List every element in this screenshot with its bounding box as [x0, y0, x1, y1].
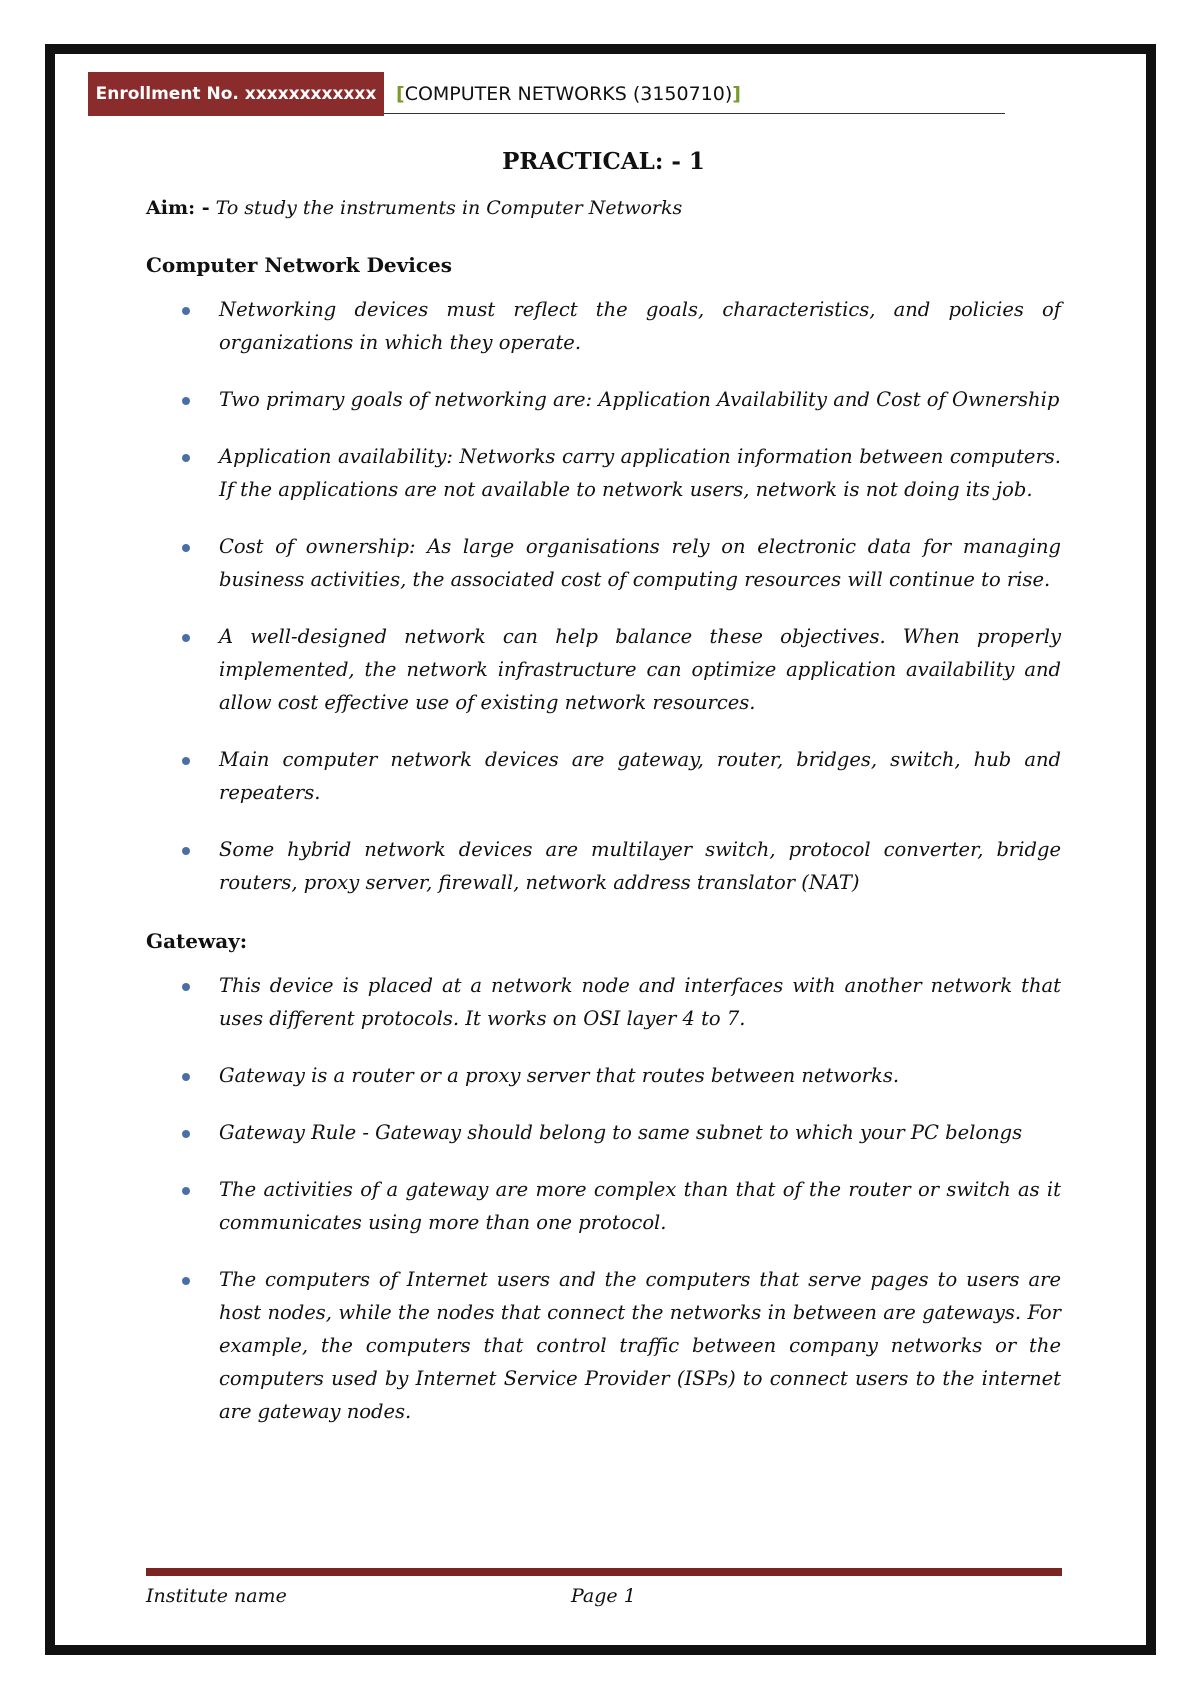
list-item: [146, 440, 1061, 506]
section-heading-gateway: Gateway:: [146, 929, 248, 953]
bullet-icon: [182, 544, 190, 552]
list-item: [146, 1263, 1061, 1428]
footer-rule: [146, 1568, 1062, 1576]
footer-institute: Institute name: [146, 1585, 287, 1607]
list-item: [146, 530, 1061, 596]
list-item-text: A well-designed network can help balance these objectives. When properly implemented, the network infrastructure can optimize application availability and allow cost effective use of existing network resources.: [219, 625, 1061, 714]
list-item: [146, 383, 1061, 416]
bullet-icon: [182, 1187, 190, 1195]
practical-title: PRACTICAL: - 1: [502, 148, 705, 175]
course-bracket-close: ]: [732, 83, 741, 105]
enrollment-badge: Enrollment No. xxxxxxxxxxxx: [88, 72, 384, 116]
bullet-icon: [182, 757, 190, 765]
bullet-icon: [182, 397, 190, 405]
bullet-icon: [182, 307, 190, 315]
aim-text: To study the instruments in Computer Networks: [215, 197, 683, 219]
list-item-text: Gateway is a router or a proxy server that routes between networks.: [219, 1064, 900, 1087]
list-item-text: Application availability: Networks carry application information between computers. If the applications are not available to network users, network is not doing its job.: [219, 445, 1061, 501]
page-header: [88, 72, 1005, 116]
bullet-icon: [182, 1277, 190, 1285]
list-item-text: This device is placed at a network node and interfaces with another network that uses different protocols. It works on OSI layer 4 to 7.: [219, 974, 1061, 1030]
course-title-text: COMPUTER NETWORKS (3150710): [404, 83, 733, 105]
bullet-icon: [182, 847, 190, 855]
bullet-icon: [182, 1073, 190, 1081]
devices-list: [146, 293, 1061, 899]
list-item: [146, 833, 1061, 899]
list-item-text: Some hybrid network devices are multilayer switch, protocol converter, bridge routers, proxy server, firewall, network address translator (NAT): [219, 838, 1061, 894]
list-item-text: Gateway Rule - Gateway should belong to same subnet to which your PC belongs: [219, 1121, 1023, 1144]
header-rule: [384, 113, 1005, 114]
list-item: [146, 743, 1061, 809]
list-item-text: Networking devices must reflect the goals, characteristics, and policies of organizations in which they operate.: [219, 298, 1061, 354]
course-title: [396, 72, 741, 116]
bullet-icon: [182, 1130, 190, 1138]
list-item: [146, 293, 1061, 359]
list-item-text: Two primary goals of networking are: Application Availability and Cost of Ownership: [219, 388, 1060, 411]
gateway-list: [146, 969, 1061, 1428]
list-item: [146, 969, 1061, 1035]
bullet-icon: [182, 634, 190, 642]
bullet-icon: [182, 454, 190, 462]
list-item-text: Main computer network devices are gateway, router, bridges, switch, hub and repeaters.: [219, 748, 1061, 804]
aim-line: [146, 197, 1061, 219]
list-item: [146, 1116, 1061, 1149]
document-body: [146, 140, 1061, 1458]
list-item-text: The activities of a gateway are more complex than that of the router or switch as it communicates using more than one protocol.: [219, 1178, 1061, 1234]
section-heading-devices: Computer Network Devices: [146, 253, 453, 277]
list-item: [146, 1173, 1061, 1239]
course-bracket-open: [: [396, 83, 405, 105]
aim-label: Aim: -: [146, 197, 210, 219]
list-item-text: The computers of Internet users and the computers that serve pages to users are host nodes, while the nodes that connect the networks in between are gateways. For example, the computers that control traffic between company networks or the computers used by Internet Service Provider (ISPs) to connect users to the internet are gateway nodes.: [219, 1268, 1061, 1423]
footer-page-number: Page 1: [571, 1585, 636, 1607]
list-item: [146, 1059, 1061, 1092]
list-item-text: Cost of ownership: As large organisations rely on electronic data for managing business activities, the associated cost of computing resources will continue to rise.: [219, 535, 1061, 591]
list-item: [146, 620, 1061, 719]
bullet-icon: [182, 983, 190, 991]
